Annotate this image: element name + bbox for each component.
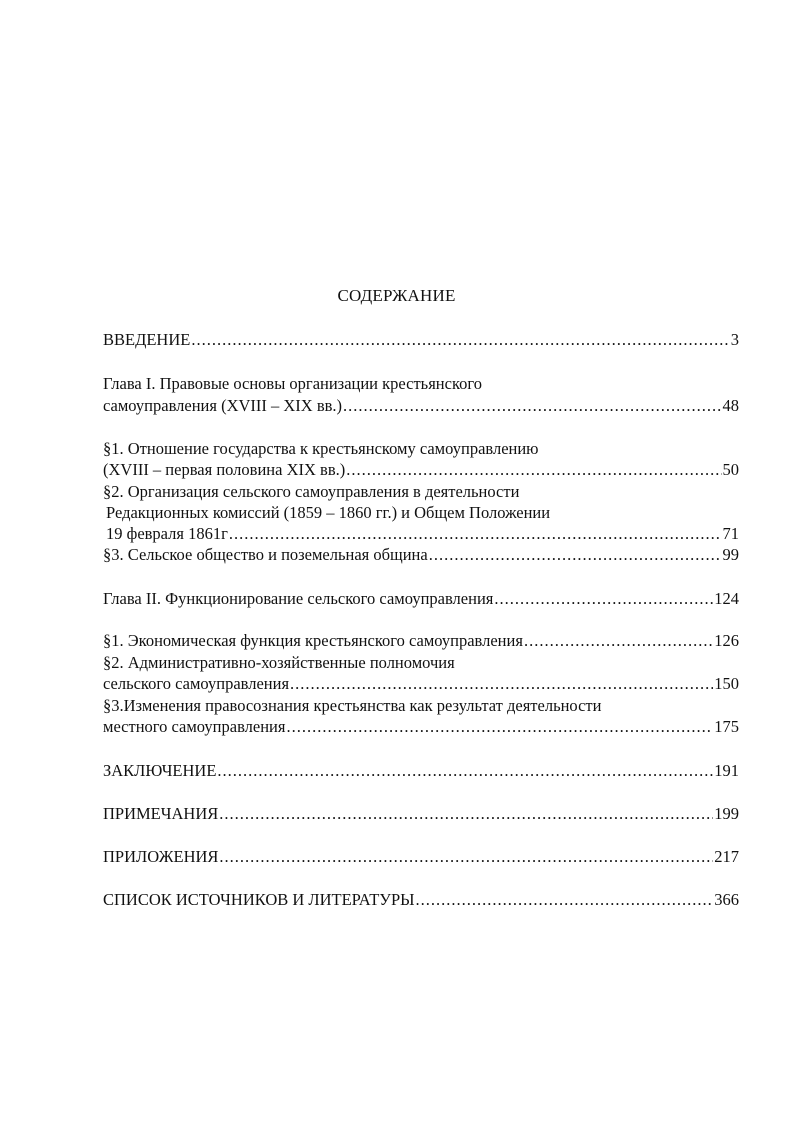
leader-dots <box>286 717 713 737</box>
page-number: 71 <box>722 524 739 543</box>
toc-entry-introduction <box>103 330 739 350</box>
entry-text: Глава II. Функционирование сельского самоуправления <box>103 589 494 608</box>
toc-chapter-1-line1: Глава I. Правовые основы организации крестьянского <box>103 374 482 393</box>
entry-text: (XVIII – первая половина XIX вв.) <box>103 460 346 479</box>
toc-entry-sources <box>103 890 739 910</box>
toc-entry-chapter-1 <box>103 396 739 416</box>
toc-title: СОДЕРЖАНИЕ <box>337 286 456 305</box>
toc-entry-section-2-2 <box>103 674 739 694</box>
toc-entry-appendices <box>103 847 739 867</box>
leader-dots <box>416 890 714 910</box>
leader-dots <box>229 524 722 544</box>
page-number: 366 <box>714 890 739 909</box>
entry-text: ПРИМЕЧАНИЯ <box>103 804 219 823</box>
page-number: 199 <box>714 804 739 823</box>
page-number: 217 <box>714 847 739 866</box>
toc-section-2-2-line1: §2. Административно-хозяйственные полномочия <box>103 653 455 672</box>
entry-text: 19 февраля 1861г <box>106 524 228 543</box>
toc-entry-section-2-1 <box>103 631 739 651</box>
entry-text: местного самоуправления <box>103 717 286 736</box>
entry-text: ПРИЛОЖЕНИЯ <box>103 847 219 866</box>
toc-section-1-2-line1: §2. Организация сельского самоуправления в деятельности <box>103 482 520 501</box>
entry-text: ВВЕДЕНИЕ <box>103 330 191 349</box>
leader-dots <box>343 396 721 416</box>
leader-dots <box>217 761 713 781</box>
toc-entry-notes <box>103 804 739 824</box>
toc-entry-chapter-2 <box>103 589 739 609</box>
page-number: 3 <box>730 330 739 349</box>
toc-entry-section-2-3 <box>103 717 739 737</box>
entry-text: сельского самоуправления <box>103 674 290 693</box>
page-number: 99 <box>722 545 739 564</box>
entry-text: СПИСОК ИСТОЧНИКОВ И ЛИТЕРАТУРЫ <box>103 890 415 909</box>
toc-entry-section-1-3 <box>103 545 739 565</box>
toc-section-2-3-line1: §3.Изменения правосознания крестьянства как результат деятельности <box>103 696 602 715</box>
page-number: 48 <box>722 396 739 415</box>
entry-text: ЗАКЛЮЧЕНИЕ <box>103 761 217 780</box>
page-number: 126 <box>714 631 739 650</box>
page-number: 124 <box>714 589 739 608</box>
entry-text: самоуправления (XVIII – XIX вв.) <box>103 396 343 415</box>
toc-section-1-2-line2: Редакционных комиссий (1859 – 1860 гг.) и Общем Положении <box>106 503 551 522</box>
toc-section-1-1-line1: §1. Отношение государства к крестьянскому самоуправлению <box>103 439 539 458</box>
toc-entry-section-1-1 <box>103 460 739 480</box>
leader-dots <box>219 847 713 867</box>
page-number: 175 <box>714 717 739 736</box>
toc-entry-section-1-2 <box>103 524 739 544</box>
entry-text: §1. Экономическая функция крестьянского самоуправления <box>103 631 523 650</box>
leader-dots <box>346 460 721 480</box>
leader-dots <box>191 330 729 350</box>
page-number: 150 <box>714 674 739 693</box>
leader-dots <box>219 804 713 824</box>
toc-entry-conclusion <box>103 761 739 781</box>
leader-dots <box>290 674 713 694</box>
leader-dots <box>494 589 713 609</box>
leader-dots <box>524 631 713 651</box>
leader-dots <box>429 545 722 565</box>
entry-text: §3. Сельское общество и поземельная община <box>103 545 428 564</box>
page-number: 191 <box>714 761 739 780</box>
page-number: 50 <box>722 460 739 479</box>
